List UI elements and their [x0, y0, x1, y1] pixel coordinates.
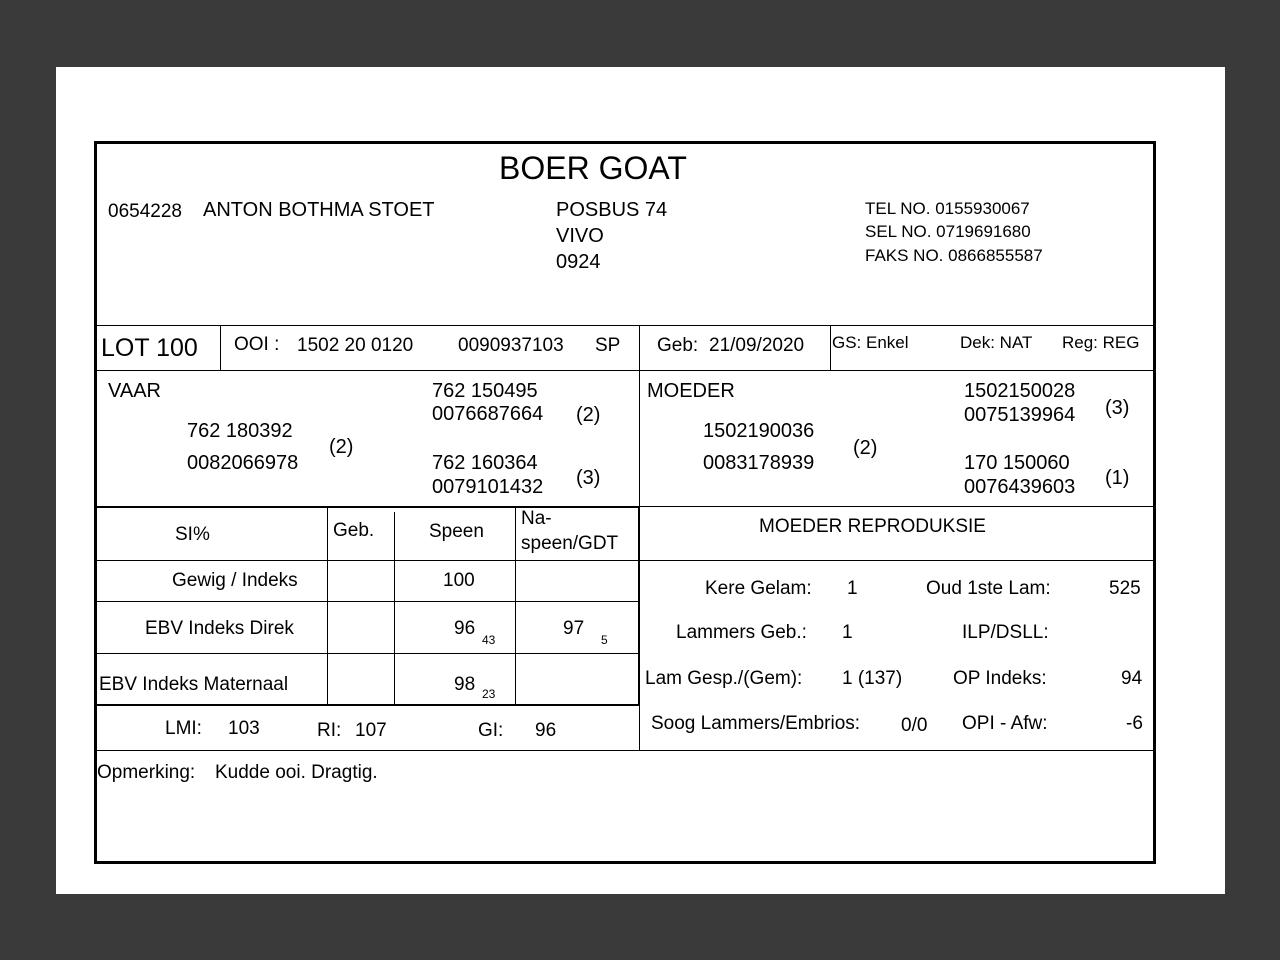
kere-value: 1	[847, 578, 858, 599]
address-line-1: POSBUS 74	[556, 199, 668, 221]
divider	[97, 704, 639, 706]
gi-value: 96	[535, 720, 557, 741]
faks-number: FAKS NO. 0866855587	[865, 246, 1043, 265]
divider	[327, 506, 328, 704]
gewig-label: Gewig / Indeks	[172, 570, 298, 591]
divider	[394, 512, 395, 704]
divider	[515, 506, 516, 704]
moeder-dam-grade: (1)	[1105, 467, 1130, 489]
remarks-text: Kudde ooi. Dragtig.	[215, 762, 378, 783]
divider	[97, 601, 639, 602]
vaar-sire-reg: 0076687664	[432, 403, 544, 425]
speen-header: Speen	[429, 521, 484, 542]
breeder-name: ANTON BOTHMA STOET	[203, 199, 435, 221]
divider	[639, 506, 1153, 507]
divider	[97, 560, 1153, 561]
moeder-sire-id: 1502150028	[964, 380, 1076, 402]
lot-label: LOT 100	[101, 334, 198, 362]
soog-value: 0/0	[901, 715, 928, 736]
lammers-value: 1	[842, 622, 853, 643]
ooi-label: OOI :	[234, 334, 280, 355]
naspeen-header-line-1: Na-	[521, 508, 552, 529]
ooi-id: 1502 20 0120	[297, 335, 414, 356]
ri-label: RI:	[317, 720, 342, 741]
divider	[97, 506, 639, 508]
vaar-dam-id: 762 160364	[432, 452, 538, 474]
tel-number: TEL NO. 0155930067	[865, 199, 1030, 218]
vaar-grade: (2)	[329, 436, 354, 458]
remarks-label: Opmerking:	[97, 762, 196, 783]
gewig-speen: 100	[443, 570, 475, 591]
breeder-code: 0654228	[108, 201, 182, 222]
maternaal-label: EBV Indeks Maternaal	[99, 674, 289, 695]
opi-label: OPI - Afw:	[962, 713, 1048, 734]
card-title: BOER GOAT	[499, 150, 687, 186]
direk-speen: 96	[454, 618, 476, 639]
moeder-grade: (2)	[853, 437, 878, 459]
moeder-dam-reg: 0076439603	[964, 476, 1076, 498]
kere-label: Kere Gelam:	[705, 578, 812, 599]
ri-value: 107	[355, 720, 387, 741]
ilp-label: ILP/DSLL:	[962, 622, 1049, 643]
vaar-reg: 0082066978	[187, 452, 299, 474]
oud-label: Oud 1ste Lam:	[926, 578, 1051, 599]
divider	[97, 370, 1153, 371]
oud-value: 525	[1109, 578, 1141, 599]
lmi-label: LMI:	[165, 718, 202, 739]
ooi-grade: SP	[595, 335, 621, 356]
gesp-value: 1 (137)	[842, 668, 903, 689]
moeder-id: 1502190036	[703, 420, 815, 442]
opi-value: -6	[1126, 713, 1143, 734]
naspeen-header-line-2: speen/GDT	[521, 533, 619, 554]
gs-status: GS: Enkel	[832, 333, 909, 352]
lot-card	[94, 141, 1156, 864]
gi-label: GI:	[478, 720, 504, 741]
si-header: SI%	[175, 524, 210, 545]
geb-date: 21/09/2020	[709, 335, 805, 356]
address-line-2: VIVO	[556, 225, 604, 247]
vaar-sire-grade: (2)	[576, 404, 601, 426]
moeder-dam-id: 170 150060	[964, 452, 1070, 474]
reproduction-title: MOEDER REPRODUKSIE	[759, 516, 986, 537]
vaar-sire-id: 762 150495	[432, 380, 538, 402]
lmi-value: 103	[228, 718, 260, 739]
vaar-dam-reg: 0079101432	[432, 476, 544, 498]
soog-label: Soog Lammers/Embrios:	[651, 713, 861, 734]
divider	[830, 325, 831, 370]
moeder-label: MOEDER	[647, 380, 735, 402]
op-label: OP Indeks:	[953, 668, 1047, 689]
maternaal-speen-sub: 23	[482, 687, 496, 701]
maternaal-speen: 98	[454, 674, 476, 695]
divider	[220, 325, 221, 370]
sel-number: SEL NO. 0719691680	[865, 222, 1031, 241]
lammers-label: Lammers Geb.:	[676, 622, 807, 643]
divider	[638, 506, 640, 704]
gesp-label: Lam Gesp./(Gem):	[645, 668, 803, 689]
reg-status: Reg: REG	[1062, 333, 1140, 352]
moeder-sire-reg: 0075139964	[964, 404, 1076, 426]
geb-header: Geb.	[333, 520, 375, 541]
dek-status: Dek: NAT	[960, 333, 1033, 352]
vaar-label: VAAR	[108, 380, 161, 402]
vaar-id: 762 180392	[187, 420, 293, 442]
vaar-dam-grade: (3)	[576, 467, 601, 489]
direk-naspeen-sub: 5	[601, 633, 608, 647]
divider	[97, 750, 1153, 751]
moeder-sire-grade: (3)	[1105, 397, 1130, 419]
moeder-reg: 0083178939	[703, 452, 815, 474]
divider	[97, 325, 1153, 326]
direk-label: EBV Indeks Direk	[145, 618, 294, 639]
address-line-3: 0924	[556, 251, 601, 273]
ooi-reg: 0090937103	[458, 335, 564, 356]
divider	[97, 653, 639, 654]
geb-label: Geb:	[657, 335, 699, 356]
direk-naspeen: 97	[563, 618, 585, 639]
op-value: 94	[1121, 668, 1143, 689]
direk-speen-sub: 43	[482, 633, 496, 647]
